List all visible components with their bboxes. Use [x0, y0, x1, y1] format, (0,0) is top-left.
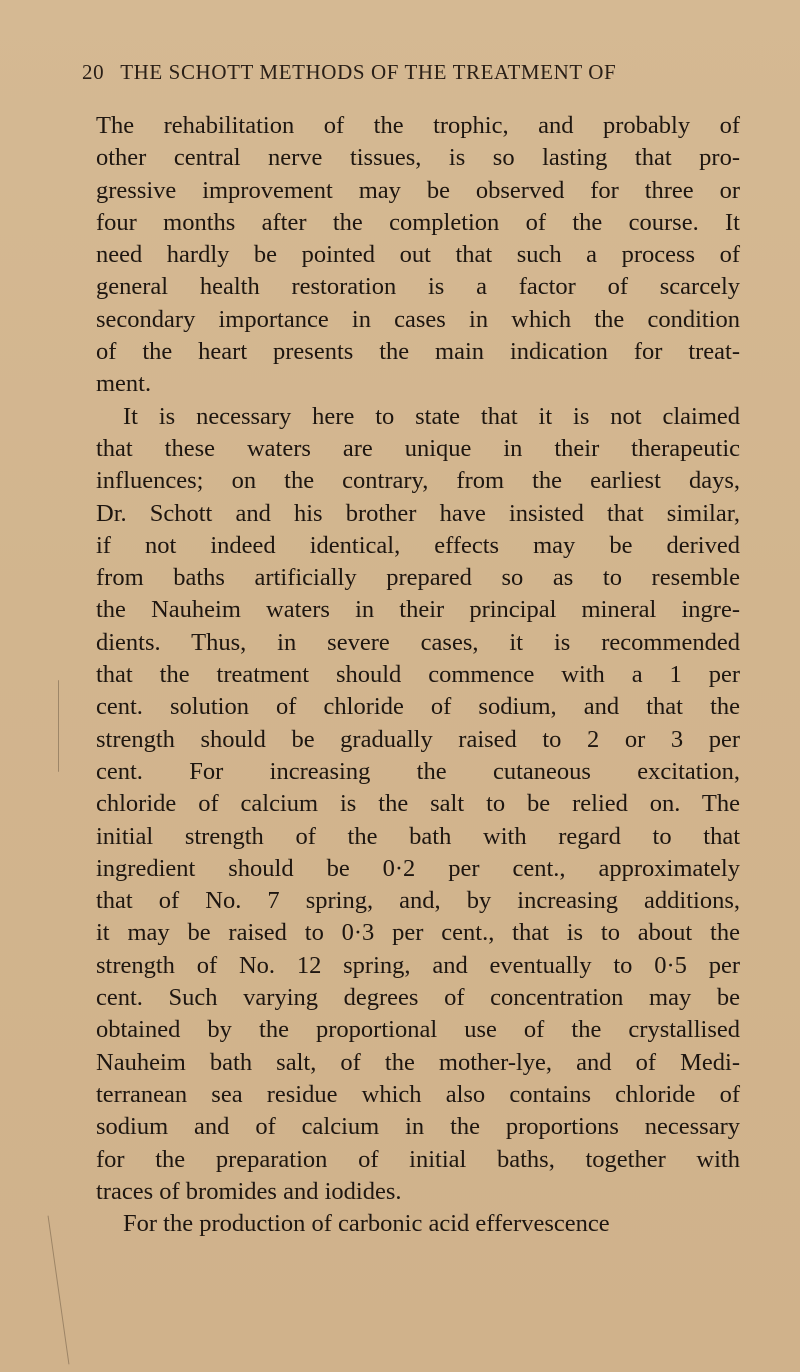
text-line: sodium and of calcium in the proportions necessary	[96, 1113, 740, 1141]
text-line: secondary importance in cases in which the condition	[96, 305, 740, 333]
text-line: terranean sea residue which also contains chloride of	[96, 1080, 740, 1108]
body-text	[96, 110, 740, 1240]
text-line: from baths artificially prepared so as to resemble	[96, 564, 740, 592]
page-number: 20	[82, 60, 105, 84]
text-line: four months after the completion of the course. It	[96, 208, 740, 236]
text-line: It is necessary here to state that it is not claimed	[123, 402, 740, 430]
text-line: initial strength of the bath with regard to that	[96, 822, 740, 850]
text-line: strength should be gradually raised to 2 or 3 per	[96, 725, 740, 753]
running-title: THE SCHOTT METHODS OF THE TREATMENT OF	[120, 60, 617, 84]
text-line: ment.	[96, 370, 152, 398]
text-line: dients. Thus, in severe cases, it is recommended	[96, 628, 740, 656]
text-line: cent. solution of chloride of sodium, and that the	[96, 693, 740, 721]
text-line: influences; on the contrary, from the earliest days,	[96, 467, 740, 495]
text-line: For the production of carbonic acid effervescence	[123, 1210, 610, 1238]
text-line: that of No. 7 spring, and, by increasing additions,	[96, 887, 740, 915]
text-line: it may be raised to 0·3 per cent., that is to about the	[96, 919, 740, 947]
running-head	[82, 60, 742, 85]
text-line: traces of bromides and iodides.	[96, 1177, 402, 1205]
text-line: for the preparation of initial baths, together with	[96, 1145, 740, 1173]
text-line: that the treatment should commence with a 1 per	[96, 661, 740, 689]
text-line: general health restoration is a factor of scarcely	[96, 273, 740, 301]
margin-pencil-mark	[58, 680, 59, 772]
text-line: of the heart presents the main indication for treat-	[96, 338, 740, 366]
text-line: The rehabilitation of the trophic, and probably of	[96, 112, 740, 139]
text-line: obtained by the proportional use of the crystallised	[96, 1016, 740, 1044]
text-line: the Nauheim waters in their principal mineral ingre-	[96, 596, 740, 624]
text-line: cent. For increasing the cutaneous excitation,	[96, 757, 740, 785]
text-line: need hardly be pointed out that such a process of	[96, 241, 740, 269]
text-line: ingredient should be 0·2 per cent., approximately	[96, 854, 740, 882]
text-line: other central nerve tissues, is so lasting that pro-	[96, 144, 740, 172]
text-line: that these waters are unique in their therapeutic	[96, 434, 740, 462]
text-line: gressive improvement may be observed for three or	[96, 176, 740, 204]
margin-pencil-mark	[48, 1216, 70, 1365]
text-line: Nauheim bath salt, of the mother-lye, and of Medi-	[96, 1048, 740, 1076]
text-line: Dr. Schott and his brother have insisted that similar,	[96, 499, 740, 527]
text-line: if not indeed identical, effects may be derived	[96, 531, 740, 559]
text-line: strength of No. 12 spring, and eventually to 0·5 per	[96, 951, 740, 979]
text-line: cent. Such varying degrees of concentration may be	[96, 984, 740, 1012]
text-line: chloride of calcium is the salt to be relied on. The	[96, 790, 740, 818]
